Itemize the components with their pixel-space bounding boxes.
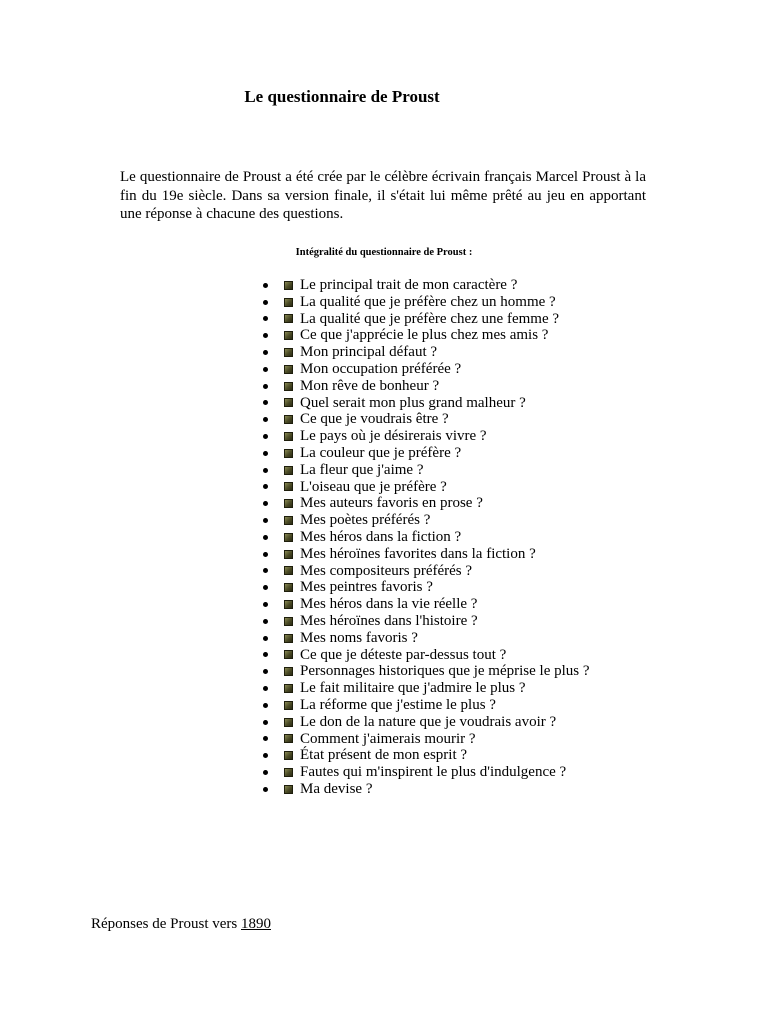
square-box-bullet-icon: [284, 650, 293, 659]
square-box-bullet-icon: [284, 768, 293, 777]
question-item: [260, 428, 590, 445]
question-item: [260, 546, 590, 563]
question-text: La qualité que je préfère chez une femme ?: [300, 310, 560, 327]
question-item: [260, 747, 590, 764]
bullet-dot-icon: [263, 468, 268, 473]
question-text: Mes héros dans la fiction ?: [300, 528, 462, 545]
square-box-bullet-icon: [284, 566, 293, 575]
answers-label: Réponses de Proust vers: [91, 916, 238, 932]
bullet-dot-icon: [263, 434, 268, 439]
question-text: Personnages historiques que je méprise le plus ?: [300, 663, 590, 680]
question-item: [260, 445, 590, 462]
question-text: Quel serait mon plus grand malheur ?: [300, 394, 526, 411]
question-item: [260, 731, 590, 748]
question-text: Fautes qui m'inspirent le plus d'indulgence ?: [300, 764, 567, 781]
question-item: [260, 596, 590, 613]
square-box-bullet-icon: [284, 734, 293, 743]
question-list: [260, 277, 590, 798]
square-box-bullet-icon: [284, 382, 293, 391]
square-box-bullet-icon: [284, 667, 293, 676]
question-text: Le don de la nature que je voudrais avoir ?: [300, 713, 557, 730]
square-box-bullet-icon: [284, 516, 293, 525]
question-text: État présent de mon esprit ?: [300, 747, 468, 764]
question-item: [260, 495, 590, 512]
square-box-bullet-icon: [284, 634, 293, 643]
bullet-dot-icon: [263, 501, 268, 506]
square-box-bullet-icon: [284, 348, 293, 357]
question-item: [260, 462, 590, 479]
question-item: [260, 327, 590, 344]
question-text: La couleur que je préfère ?: [300, 444, 462, 461]
list-heading: Intégralité du questionnaire de Proust :: [295, 247, 473, 258]
question-item: [260, 344, 590, 361]
bullet-dot-icon: [263, 703, 268, 708]
question-item: [260, 697, 590, 714]
question-text: Mes noms favoris ?: [300, 629, 418, 646]
question-text: Mes peintres favoris ?: [300, 579, 433, 596]
bullet-dot-icon: [263, 333, 268, 338]
bullet-dot-icon: [263, 535, 268, 540]
bullet-dot-icon: [263, 686, 268, 691]
question-item: [260, 680, 590, 697]
square-box-bullet-icon: [284, 298, 293, 307]
question-text: La réforme que j'estime le plus ?: [300, 696, 496, 713]
question-item: [260, 764, 590, 781]
bullet-dot-icon: [263, 552, 268, 557]
square-box-bullet-icon: [284, 365, 293, 374]
bullet-dot-icon: [263, 350, 268, 355]
square-box-bullet-icon: [284, 499, 293, 508]
bullet-dot-icon: [263, 484, 268, 489]
intro-paragraph: Le questionnaire de Proust a été crée par le célèbre écrivain français Marcel Proust à la fin du 19e siècle. Dans sa version finale, il s'était lui même prêté au jeu en apportant une réponse à chacune des questions.: [120, 169, 646, 222]
bullet-dot-icon: [263, 316, 268, 321]
square-box-bullet-icon: [284, 718, 293, 727]
question-text: Le principal trait de mon caractère ?: [300, 277, 518, 293]
question-text: Ma devise ?: [300, 780, 373, 797]
square-box-bullet-icon: [284, 701, 293, 710]
square-box-bullet-icon: [284, 617, 293, 626]
square-box-bullet-icon: [284, 684, 293, 693]
square-box-bullet-icon: [284, 751, 293, 760]
bullet-dot-icon: [263, 753, 268, 758]
question-text: Mon rêve de bonheur ?: [300, 377, 440, 394]
question-item: [260, 663, 590, 680]
question-item: [260, 647, 590, 664]
question-item: [260, 529, 590, 546]
question-text: Mes compositeurs préférés ?: [300, 562, 473, 579]
square-box-bullet-icon: [284, 415, 293, 424]
square-box-bullet-icon: [284, 466, 293, 475]
question-item: [260, 714, 590, 731]
question-item: [260, 395, 590, 412]
question-item: [260, 294, 590, 311]
question-text: Mes héros dans la vie réelle ?: [300, 596, 478, 613]
question-text: Ce que j'apprécie le plus chez mes amis ?: [300, 327, 549, 344]
bullet-dot-icon: [263, 720, 268, 725]
question-item: [260, 563, 590, 580]
bullet-dot-icon: [263, 619, 268, 624]
square-box-bullet-icon: [284, 550, 293, 559]
square-box-bullet-icon: [284, 785, 293, 794]
bullet-dot-icon: [263, 652, 268, 657]
bullet-dot-icon: [263, 400, 268, 405]
question-text: Mes héroïnes favorites dans la fiction ?: [300, 545, 536, 562]
square-box-bullet-icon: [284, 533, 293, 542]
bullet-dot-icon: [263, 736, 268, 741]
bullet-dot-icon: [263, 384, 268, 389]
question-text: Ce que je voudrais être ?: [300, 411, 449, 428]
bullet-dot-icon: [263, 669, 268, 674]
question-text: La fleur que j'aime ?: [300, 461, 424, 478]
question-text: Mes poètes préférés ?: [300, 512, 431, 529]
question-text: La qualité que je préfère chez un homme ?: [300, 293, 556, 310]
square-box-bullet-icon: [284, 331, 293, 340]
question-item: [260, 512, 590, 529]
question-item: [260, 361, 590, 378]
question-item: [260, 378, 590, 395]
square-box-bullet-icon: [284, 482, 293, 491]
question-item: [260, 613, 590, 630]
square-box-bullet-icon: [284, 314, 293, 323]
bullet-dot-icon: [263, 787, 268, 792]
question-item: [260, 630, 590, 647]
bullet-dot-icon: [263, 602, 268, 607]
bullet-dot-icon: [263, 770, 268, 775]
bullet-dot-icon: [263, 367, 268, 372]
answers-year-link[interactable]: 1890: [241, 916, 271, 932]
square-box-bullet-icon: [284, 281, 293, 290]
question-item: [260, 411, 590, 428]
question-text: Le pays où je désirerais vivre ?: [300, 428, 487, 445]
square-box-bullet-icon: [284, 432, 293, 441]
bullet-dot-icon: [263, 283, 268, 288]
question-text: Comment j'aimerais mourir ?: [300, 730, 476, 747]
question-item: [260, 479, 590, 496]
page-title: Le questionnaire de Proust: [244, 87, 440, 106]
square-box-bullet-icon: [284, 398, 293, 407]
question-item: [260, 311, 590, 328]
question-text: Mes auteurs favoris en prose ?: [300, 495, 483, 512]
square-box-bullet-icon: [284, 600, 293, 609]
question-text: Mon principal défaut ?: [300, 344, 438, 361]
question-item: [260, 579, 590, 596]
question-item: [260, 781, 590, 798]
question-text: Ce que je déteste par-dessus tout ?: [300, 646, 507, 663]
bullet-dot-icon: [263, 300, 268, 305]
question-text: Mon occupation préférée ?: [300, 360, 462, 377]
bullet-dot-icon: [263, 585, 268, 590]
question-text: L'oiseau que je préfère ?: [300, 478, 447, 495]
question-item: [260, 277, 590, 294]
answers-heading: [91, 915, 271, 933]
bullet-dot-icon: [263, 451, 268, 456]
square-box-bullet-icon: [284, 583, 293, 592]
bullet-dot-icon: [263, 518, 268, 523]
bullet-dot-icon: [263, 417, 268, 422]
bullet-dot-icon: [263, 568, 268, 573]
question-text: Le fait militaire que j'admire le plus ?: [300, 680, 526, 697]
square-box-bullet-icon: [284, 449, 293, 458]
bullet-dot-icon: [263, 636, 268, 641]
question-text: Mes héroïnes dans l'histoire ?: [300, 612, 478, 629]
